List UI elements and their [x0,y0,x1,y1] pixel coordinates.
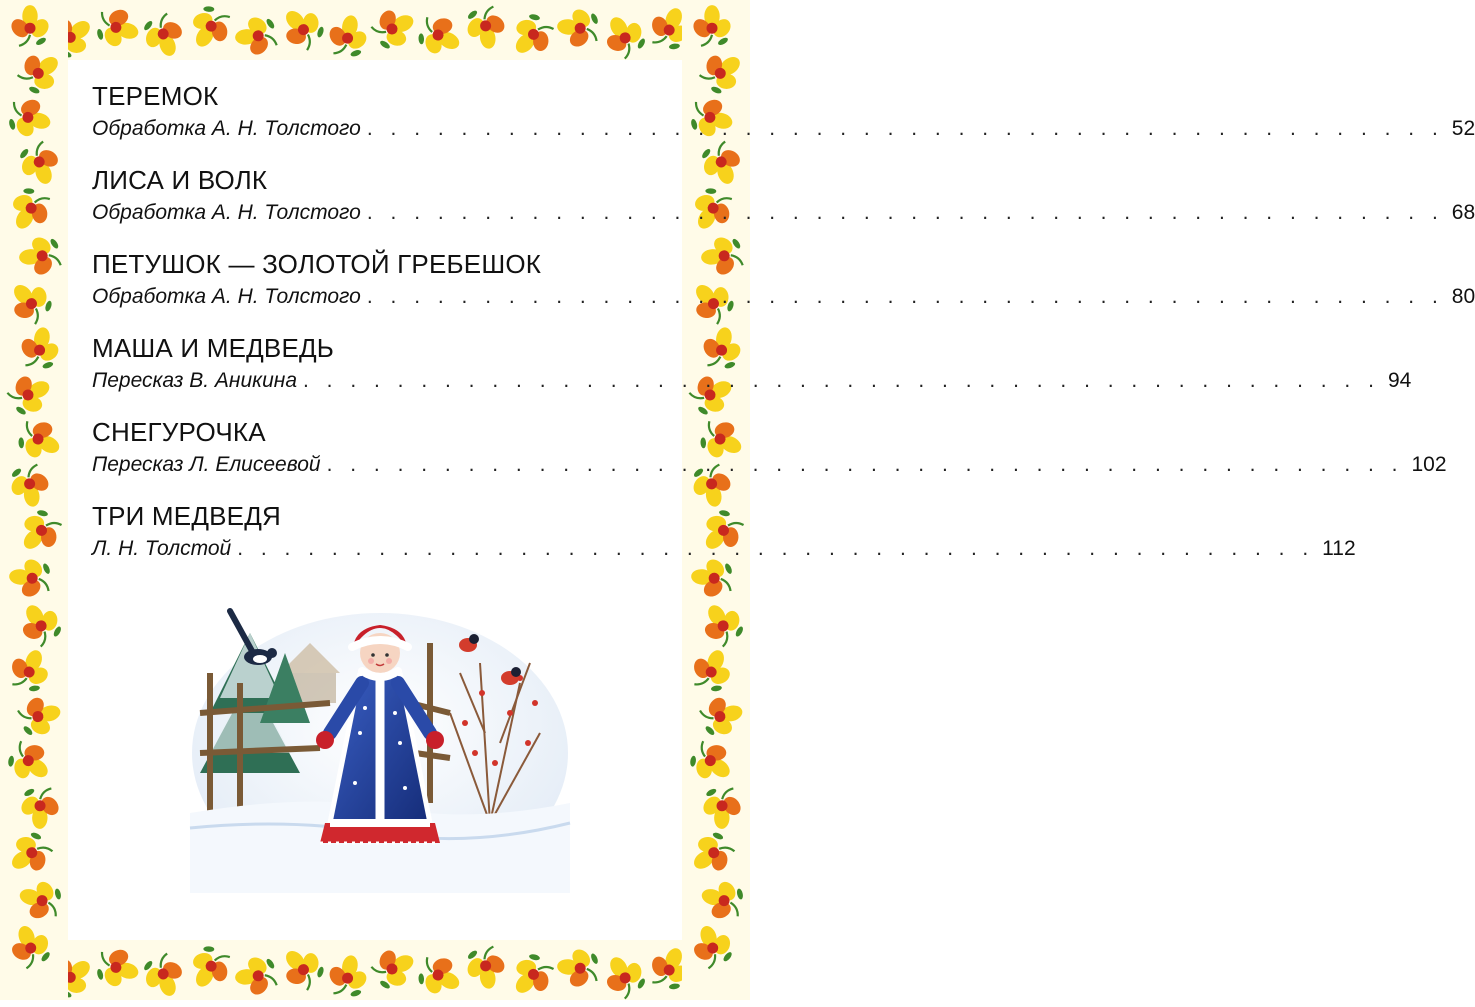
flower-ornament [372,6,416,55]
flower-ornament [18,786,62,835]
flower-ornament [556,6,600,55]
toc-page-number: 94 [1387,369,1412,392]
toc-entry[interactable] [92,248,1475,332]
border-right [682,0,750,1000]
flower-ornament [556,946,600,995]
table-of-contents [92,80,1475,584]
flower-ornament [418,14,462,63]
toc-title: ПЕТУШОК — ЗОЛОТОЙ ГРЕБЕШОК [92,249,542,279]
toc-leader-dots: . . . . . . . . . . . . . . . . . . . . . . . . . . . . . . . . . . . . . . . . . . . . . . [303,369,1380,392]
flower-ornament [18,418,62,467]
toc-title: ТЕРЕМОК [92,81,219,111]
toc-entry[interactable] [92,416,1447,500]
flower-ornament [8,924,52,973]
toc-entry[interactable] [92,500,1356,584]
toc-author: Пересказ В. Аникина [92,369,297,392]
flower-ornament [8,188,52,237]
flower-ornament [8,464,52,513]
toc-leader-dots: . . . . . . . . . . . . . . . . . . . . . . . . . . . . . . . . . . . . . . . . . . . . . . [237,537,1315,560]
flower-ornament [234,954,278,1003]
flower-ornament [372,946,416,995]
flower-ornament [326,14,370,63]
flower-ornament [8,648,52,697]
flower-ornament [142,954,186,1003]
flower-ornament [690,648,734,697]
flower-ornament [96,6,140,55]
flower-ornament [464,946,508,995]
border-bottom [0,940,750,1000]
toc-title: СНЕГУРОЧКА [92,417,266,447]
toc-page-number: 52 [1451,117,1475,140]
flower-ornament [510,954,554,1003]
toc-author: Обработка А. Н. Толстого [92,117,361,140]
border-top [0,0,750,60]
flower-ornament [188,946,232,995]
flower-ornament [280,946,324,995]
flower-ornament [326,954,370,1003]
snow-maiden-illustration [190,603,570,893]
toc-entry[interactable] [92,332,1412,416]
flower-ornament [602,954,646,1003]
toc-leader-dots: . . . . . . . . . . . . . . . . . . . . . . . . . . . . . . . . . . . . . . . . . . . . . . [366,117,1444,140]
flower-ornament [142,14,186,63]
border-left [0,0,68,1000]
flower-ornament [8,740,52,789]
flower-ornament [18,50,62,99]
flower-ornament [700,786,744,835]
flower-ornament [96,946,140,995]
toc-page-number: 80 [1451,285,1475,308]
toc-title: ТРИ МЕДВЕДЯ [92,501,282,531]
flower-ornament [8,280,52,329]
flower-ornament [464,6,508,55]
flower-ornament [418,954,462,1003]
flower-ornament [602,14,646,63]
toc-entry[interactable] [92,164,1475,248]
flower-ornament [280,6,324,55]
toc-page-number: 68 [1451,201,1475,224]
toc-leader-dots: . . . . . . . . . . . . . . . . . . . . . . . . . . . . . . . . . . . . . . . . . . . . . . [366,285,1444,308]
flower-ornament [18,510,62,559]
flower-ornament [690,924,734,973]
toc-title: ЛИСА И ВОЛК [92,165,268,195]
toc-page-number: 102 [1411,453,1447,476]
toc-leader-dots: . . . . . . . . . . . . . . . . . . . . . . . . . . . . . . . . . . . . . . . . . . . . . . [326,453,1404,476]
toc-title: МАША И МЕДВЕДЬ [92,333,335,363]
toc-author: Обработка А. Н. Толстого [92,201,361,224]
flower-ornament [700,50,744,99]
toc-author: Обработка А. Н. Толстого [92,285,361,308]
toc-author: Пересказ Л. Елисеевой [92,453,321,476]
flower-ornament [510,14,554,63]
toc-author: Л. Н. Толстой [92,537,232,560]
flower-ornament [690,740,734,789]
toc-leader-dots: . . . . . . . . . . . . . . . . . . . . . . . . . . . . . . . . . . . . . . . . . . . . . . [366,201,1444,224]
flower-ornament [188,6,232,55]
magpie [230,611,277,665]
toc-page-number: 112 [1322,537,1356,560]
flower-ornament [234,14,278,63]
toc-entry[interactable] [92,80,1475,164]
